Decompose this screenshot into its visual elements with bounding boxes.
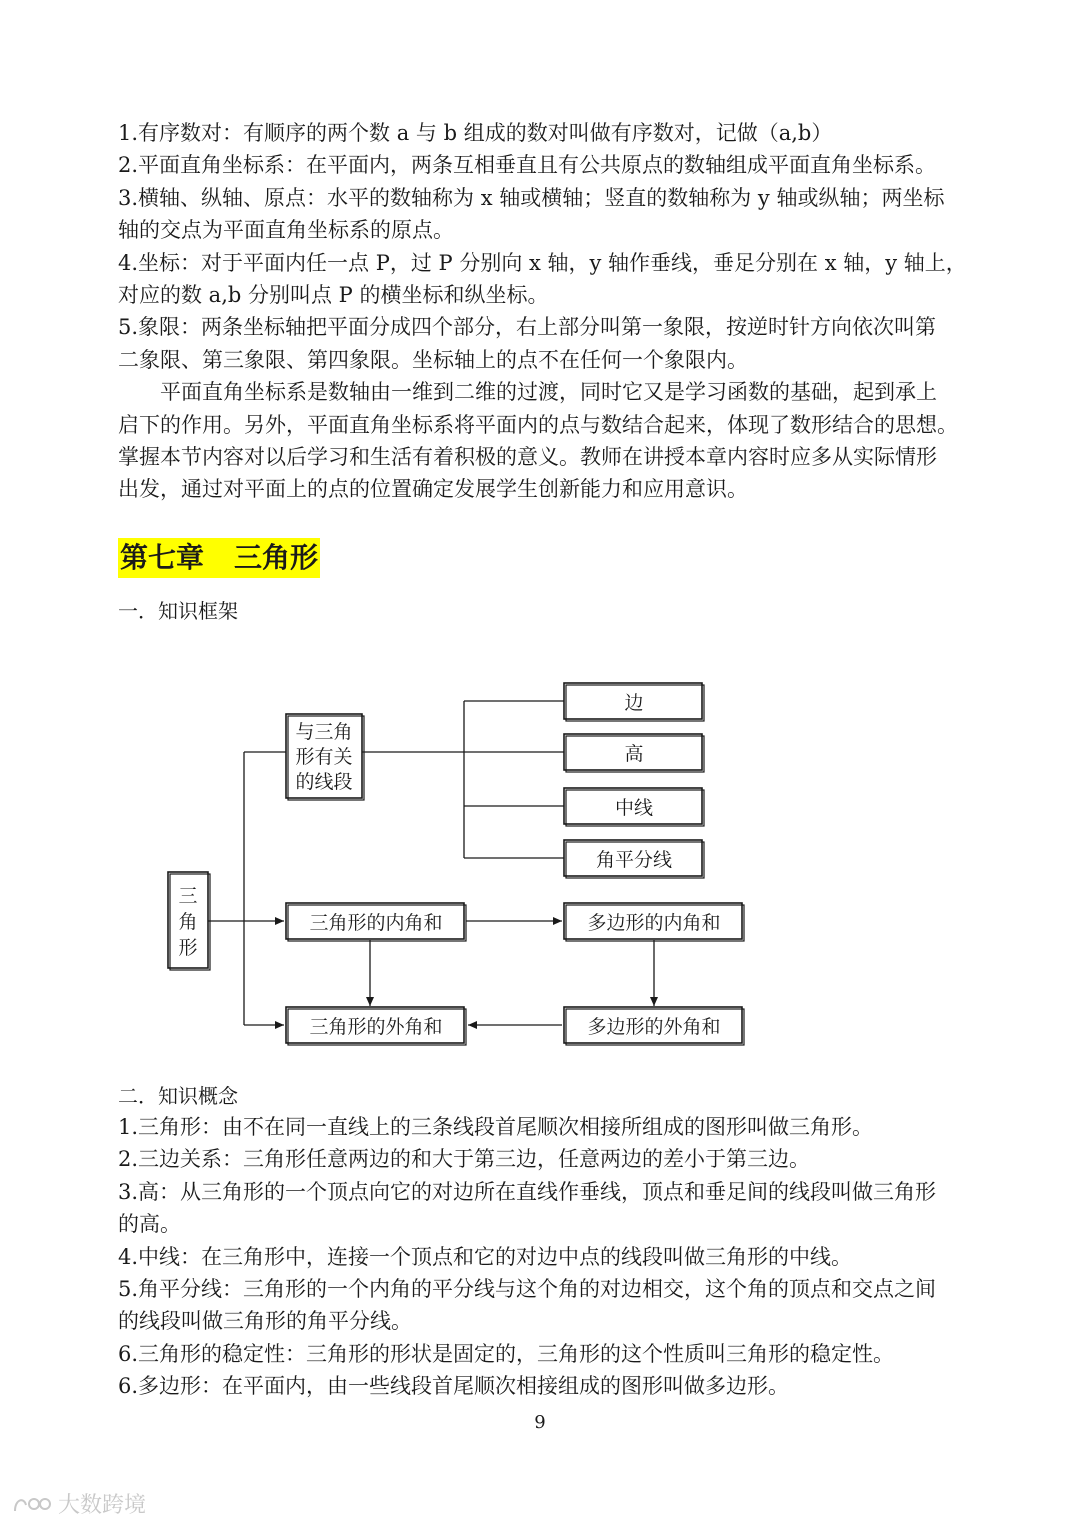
segments-label: 的线段 [295,771,353,793]
concept-item [118,1273,968,1338]
concept-item [118,1241,968,1273]
intro-para-6 [118,376,968,506]
polygon-exterior-sum-box [564,1007,744,1045]
text-line: 掌握本节内容对以后学习和生活有着积极的意义。教师在讲授本章内容时应多从实际情形 [118,445,937,470]
chapter-heading [118,538,320,578]
knowledge-framework-diagram [160,670,760,1060]
text-line: 二象限、第三象限、第四象限。坐标轴上的点不在任何一个象限内。 [118,347,748,372]
text-line: 对应的数 a,b 分别叫点 P 的横坐标和纵坐标。 [118,283,549,308]
text-line: 的高。 [118,1212,181,1237]
interior-sum-box [286,903,466,941]
text-line: 轴的交点为平面直角坐标系的原点。 [118,218,454,243]
text-line: 4.中线：在三角形中，连接一个顶点和它的对边中点的线段叫做三角形的中线。 [118,1244,853,1269]
segment-label: 中线 [614,797,654,819]
root-label: 形 [178,937,198,959]
polygon-exterior-sum-label: 多边形的外角和 [587,1016,721,1038]
intro-para-2 [118,149,968,181]
segment-label: 边 [624,692,644,714]
segments-label: 形有关 [295,746,353,768]
exterior-sum-label: 三角形的外角和 [309,1016,443,1038]
intro-para-3 [118,182,968,247]
text-line: 1.三角形：由不在同一直线上的三条线段首尾顺次相接所组成的图形叫做三角形。 [118,1115,874,1139]
interior-sum-label: 三角形的内角和 [309,912,443,934]
segment-box-side [564,683,704,721]
text-line: 3.横轴、纵轴、原点：水平的数轴称为 x 轴或横轴；竖直的数轴称为 y 轴或纵轴；两坐标 [118,185,945,210]
exterior-sum-box [286,1007,466,1045]
intro-para-1 [118,117,968,149]
root-label: 三 [178,885,198,907]
text-line: 5.象限：两条坐标轴把平面分成四个部分，右上部分叫第一象限，按逆时针方向依次叫第 [118,315,937,340]
text-line: 出发，通过对平面上的点的位置确定发展学生创新能力和应用意识。 [118,477,748,502]
segment-box-bisector [564,840,704,878]
concepts-block [118,1111,968,1403]
concept-item [118,1338,968,1370]
section-title-framework: 一．知识框架 [118,599,238,623]
concept-item [118,1176,968,1241]
text-line: 4.坐标：对于平面内任一点 P，过 P 分别向 x 轴，y 轴作垂线，垂足分别在 x 轴，y 轴上， [118,250,967,275]
text-line: 1.有序数对：有顺序的两个数 a 与 b 组成的数对叫做有序数对，记做（a,b） [118,121,833,145]
text-line: 6.三角形的稳定性：三角形的形状是固定的，三角形的这个性质叫三角形的稳定性。 [118,1341,895,1366]
watermark [12,1488,146,1519]
polygon-interior-sum-label: 多边形的内角和 [587,912,721,934]
segment-box-median [564,788,704,826]
text-line: 6.多边形：在平面内，由一些线段首尾顺次相接组成的图形叫做多边形。 [118,1374,790,1399]
polygon-interior-sum-box [564,903,744,941]
concept-item [118,1370,968,1402]
watermark-logo-icon [12,1493,52,1515]
text-line: 5.角平分线：三角形的一个内角的平分线与这个角的对边相交，这个角的顶点和交点之间 [118,1277,937,1302]
concept-item [118,1143,968,1175]
text-line: 2.三边关系：三角形任意两边的和大于第三边，任意两边的差小于第三边。 [118,1147,811,1172]
watermark-text: 大数跨境 [58,1493,147,1518]
text-line: 启下的作用。另外，平面直角坐标系将平面内的点与数结合起来，体现了数形结合的思想。 [118,412,958,437]
segment-label: 角平分线 [595,849,673,871]
intro-block [118,117,968,506]
segment-box-height [564,734,704,772]
concept-item [118,1111,968,1143]
intro-para-4 [118,247,968,312]
segment-label: 高 [624,743,644,765]
text-line: 3.高：从三角形的一个顶点向它的对边所在直线作垂线，顶点和垂足间的线段叫做三角形 [118,1179,937,1204]
chapter-number: 第七章 [120,541,205,574]
section-title-concepts: 二．知识概念 [118,1084,238,1108]
root-label: 角 [178,911,198,933]
segments-label: 与三角 [295,721,353,743]
page-number: 9 [534,1412,546,1433]
intro-para-5 [118,311,968,376]
text-line: 2.平面直角坐标系：在平面内，两条互相垂直且有公共原点的数轴组成平面直角坐标系。 [118,153,937,178]
chapter-title: 三角形 [234,541,319,574]
text-line: 的线段叫做三角形的角平分线。 [118,1309,412,1334]
text-line: 平面直角坐标系是数轴由一维到二维的过渡，同时它又是学习函数的基础，起到承上 [118,380,937,405]
